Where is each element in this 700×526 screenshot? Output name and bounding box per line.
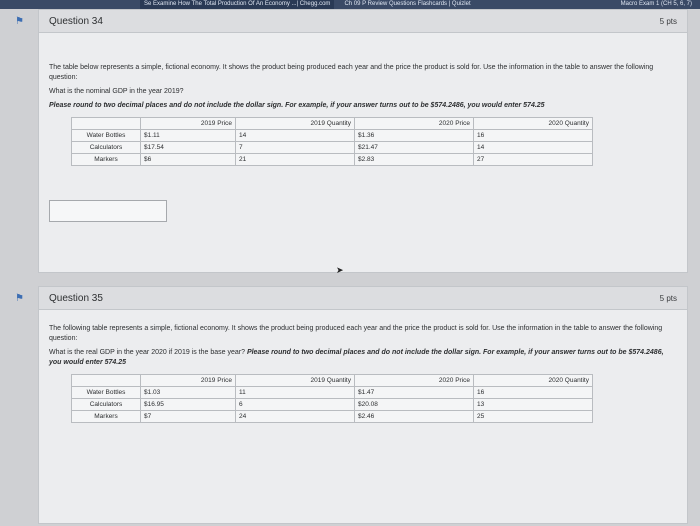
table-cell: Water Bottles (72, 130, 141, 142)
question-body (39, 310, 687, 431)
question-intro: The table below represents a simple, fictional economy. It shows the product being produced each year and the price the product is sold for. Use the information in the table to answer the following question: (49, 64, 654, 81)
table-row (72, 387, 593, 399)
question-title: Question 34 (49, 15, 103, 27)
browser-tab[interactable]: Macro Exam 1 (CH 5, 6, 7) (620, 1, 692, 7)
table-cell: 6 (236, 399, 355, 411)
table-cell: $2.83 (355, 154, 474, 166)
economy-table (71, 374, 593, 423)
table-row (72, 142, 593, 154)
table-header: 2020 Quantity (474, 375, 593, 387)
table-cell: Markers (72, 411, 141, 423)
table-cell: 14 (474, 142, 593, 154)
table-cell: Calculators (72, 399, 141, 411)
table-cell: 7 (236, 142, 355, 154)
table-cell: $1.47 (355, 387, 474, 399)
table-row (72, 130, 593, 142)
table-cell: $6 (141, 154, 236, 166)
table-cell: 11 (236, 387, 355, 399)
answer-input[interactable] (49, 200, 167, 222)
question-points: 5 pts (659, 16, 677, 26)
table-cell: 21 (236, 154, 355, 166)
table-cell: $1.11 (141, 130, 236, 142)
question-text: What is the nominal GDP in the year 2019? (49, 88, 184, 95)
table-header-row (72, 118, 593, 130)
question-intro: The following table represents a simple, fictional economy. It shows the product being produced each year and the price the product is sold for. Use the information in the table to answer the following question: (49, 325, 663, 342)
table-cell: $17.54 (141, 142, 236, 154)
question-34-card (15, 9, 688, 273)
table-cell: 27 (474, 154, 593, 166)
browser-tab[interactable]: Ch 09 P Review Questions Flashcards | Quizlet (344, 1, 471, 7)
flag-icon[interactable]: ⚑ (15, 293, 24, 304)
table-header: 2020 Price (355, 118, 474, 130)
table-cell: $2.46 (355, 411, 474, 423)
question-body (39, 33, 687, 230)
table-cell: 16 (474, 387, 593, 399)
table-cell: 14 (236, 130, 355, 142)
table-header: 2019 Quantity (236, 118, 355, 130)
table-header (72, 118, 141, 130)
question-35-card (15, 286, 688, 524)
question-text-main: What is the real GDP in the year 2020 if 2019 is the base year? (49, 349, 245, 356)
table-header: 2019 Price (141, 375, 236, 387)
table-header: 2019 Quantity (236, 375, 355, 387)
table-header: 2019 Price (141, 118, 236, 130)
table-cell: 24 (236, 411, 355, 423)
browser-tab[interactable]: Se Examine How The Total Production Of An Economy ...| Chegg.com (140, 0, 334, 9)
table-cell: $21.47 (355, 142, 474, 154)
question-header (39, 287, 687, 310)
question-points: 5 pts (659, 293, 677, 303)
table-cell: $16.95 (141, 399, 236, 411)
browser-tabstrip (0, 0, 700, 9)
table-cell: 25 (474, 411, 593, 423)
table-cell: $7 (141, 411, 236, 423)
table-cell: Markers (72, 154, 141, 166)
table-cell: $1.36 (355, 130, 474, 142)
flag-icon[interactable]: ⚑ (15, 16, 24, 27)
question-text (49, 348, 677, 368)
table-row (72, 399, 593, 411)
table-row (72, 411, 593, 423)
table-header (72, 375, 141, 387)
table-cell: Water Bottles (72, 387, 141, 399)
table-cell: $20.08 (355, 399, 474, 411)
table-header: 2020 Price (355, 375, 474, 387)
question-header (39, 10, 687, 33)
question-instruction: Please round to two decimal places and do not include the dollar sign. For example, if your answer turns out to be $574.2486, you would enter 574.25 (49, 349, 664, 366)
table-cell: 16 (474, 130, 593, 142)
table-header-row (72, 375, 593, 387)
table-cell: 13 (474, 399, 593, 411)
table-row (72, 154, 593, 166)
cursor-icon: ➤ (336, 265, 344, 275)
economy-table (71, 117, 593, 166)
table-cell: Calculators (72, 142, 141, 154)
table-header: 2020 Quantity (474, 118, 593, 130)
table-cell: $1.03 (141, 387, 236, 399)
question-title: Question 35 (49, 292, 103, 304)
question-instruction: Please round to two decimal places and do not include the dollar sign. For example, if your answer turns out to be $574.2486, you would enter 574.25 (49, 102, 545, 109)
